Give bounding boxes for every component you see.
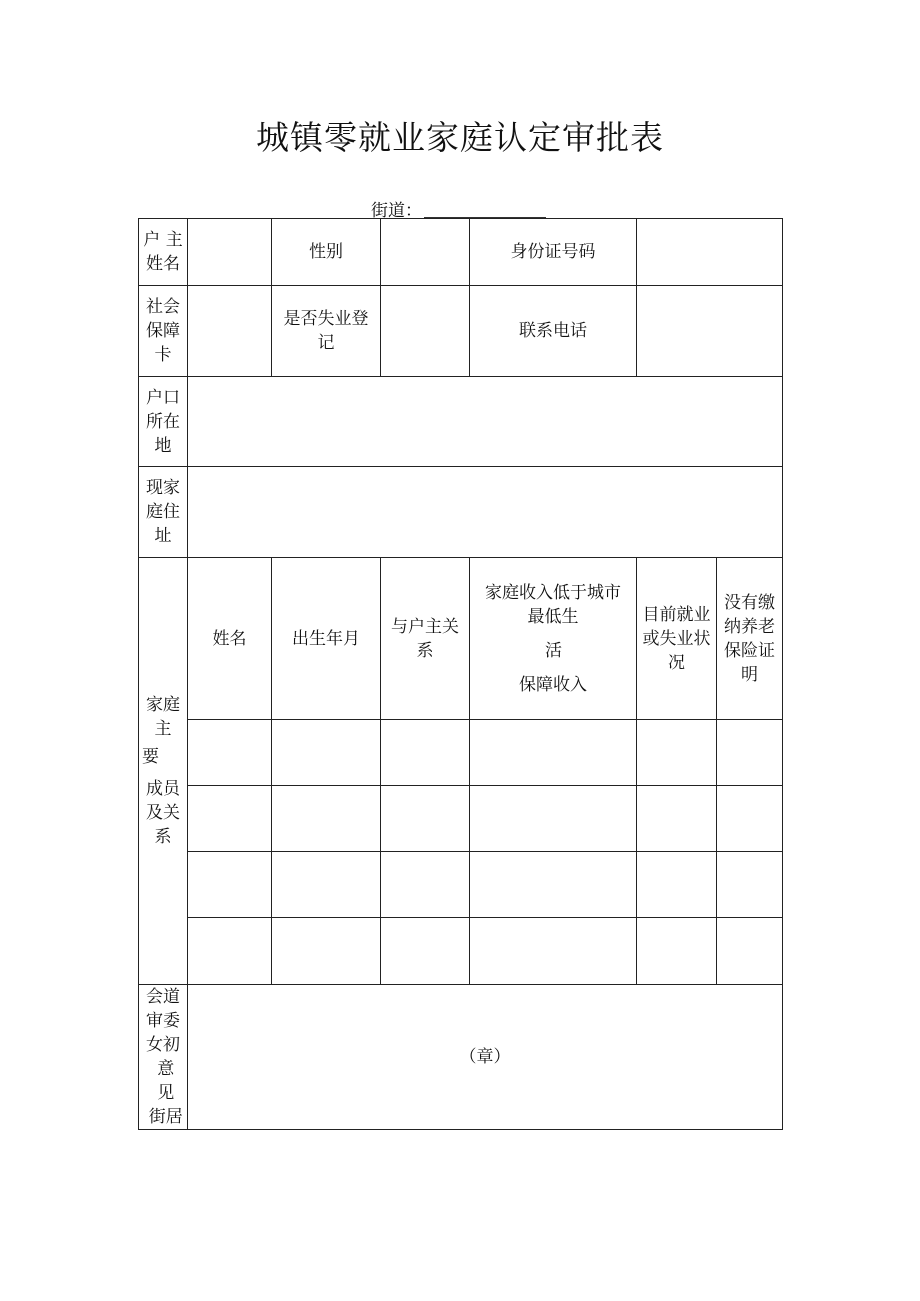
member-employment-cell[interactable] <box>637 918 717 985</box>
unemployment-registered-label: 是否失业登 记 <box>272 286 381 377</box>
id-number-label: 身份证号码 <box>470 219 637 286</box>
col-pension-header: 没有缴 纳养老 保险证 明 <box>717 558 783 720</box>
member-employment-cell[interactable] <box>637 786 717 852</box>
gender-cell[interactable] <box>381 219 470 286</box>
col-income-header: 家庭收入低于城市 最低生 活 保障收入 <box>470 558 637 720</box>
member-birth-cell[interactable] <box>272 720 381 786</box>
member-relation-cell[interactable] <box>381 918 470 985</box>
unemployment-registered-cell[interactable] <box>381 286 470 377</box>
member-pension-cell[interactable] <box>717 852 783 918</box>
family-members-label-line: 家庭 <box>146 695 180 715</box>
member-pension-cell[interactable] <box>717 918 783 985</box>
approval-form-table <box>138 218 783 1130</box>
head-of-household-name-label: 户 主 姓名 <box>139 219 188 286</box>
family-members-label-line: 要 <box>142 747 159 767</box>
household-registration-label: 户口 所在 地 <box>139 377 188 467</box>
gender-label: 性别 <box>272 219 381 286</box>
member-name-cell[interactable] <box>188 918 272 985</box>
col-birth-header: 出生年月 <box>272 558 381 720</box>
member-employment-cell[interactable] <box>637 852 717 918</box>
member-row <box>139 720 783 786</box>
member-income-cell[interactable] <box>470 918 637 985</box>
opinion-label: 会道 审委 女初 意 见 街居 <box>139 985 188 1130</box>
phone-label: 联系电话 <box>470 286 637 377</box>
family-members-label <box>139 558 188 985</box>
member-row <box>139 852 783 918</box>
family-members-label-line: 成员 <box>146 779 180 799</box>
member-income-cell[interactable] <box>470 852 637 918</box>
form-title: 城镇零就业家庭认定审批表 <box>256 118 664 157</box>
member-name-cell[interactable] <box>188 720 272 786</box>
social-security-card-cell[interactable] <box>188 286 272 377</box>
family-members-label-line: 主 <box>154 719 172 739</box>
col-relation-header: 与户主关 系 <box>381 558 470 720</box>
member-name-cell[interactable] <box>188 786 272 852</box>
member-pension-cell[interactable] <box>717 786 783 852</box>
seal-text: （章） <box>459 1047 511 1067</box>
col-name-header: 姓名 <box>188 558 272 720</box>
member-income-cell[interactable] <box>470 786 637 852</box>
family-members-label-line: 及关 <box>146 803 180 823</box>
member-birth-cell[interactable] <box>272 786 381 852</box>
street-input-line[interactable] <box>424 203 546 218</box>
member-relation-cell[interactable] <box>381 786 470 852</box>
member-employment-cell[interactable] <box>637 720 717 786</box>
member-name-cell[interactable] <box>188 852 272 918</box>
member-income-cell[interactable] <box>470 720 637 786</box>
col-employment-header: 目前就业 或失业状 况 <box>637 558 717 720</box>
head-of-household-name-cell[interactable] <box>188 219 272 286</box>
household-registration-cell[interactable] <box>188 377 783 467</box>
current-address-label: 现家 庭住 址 <box>139 467 188 558</box>
social-security-card-label: 社会 保障 卡 <box>139 286 188 377</box>
member-row <box>139 786 783 852</box>
member-relation-cell[interactable] <box>381 852 470 918</box>
member-birth-cell[interactable] <box>272 918 381 985</box>
street-label: 街道： <box>371 201 422 221</box>
member-relation-cell[interactable] <box>381 720 470 786</box>
opinion-cell[interactable] <box>188 985 783 1130</box>
member-birth-cell[interactable] <box>272 852 381 918</box>
member-pension-cell[interactable] <box>717 720 783 786</box>
current-address-cell[interactable] <box>188 467 783 558</box>
family-members-label-line: 系 <box>154 827 172 847</box>
phone-cell[interactable] <box>637 286 783 377</box>
id-number-cell[interactable] <box>637 219 783 286</box>
member-row <box>139 918 783 985</box>
